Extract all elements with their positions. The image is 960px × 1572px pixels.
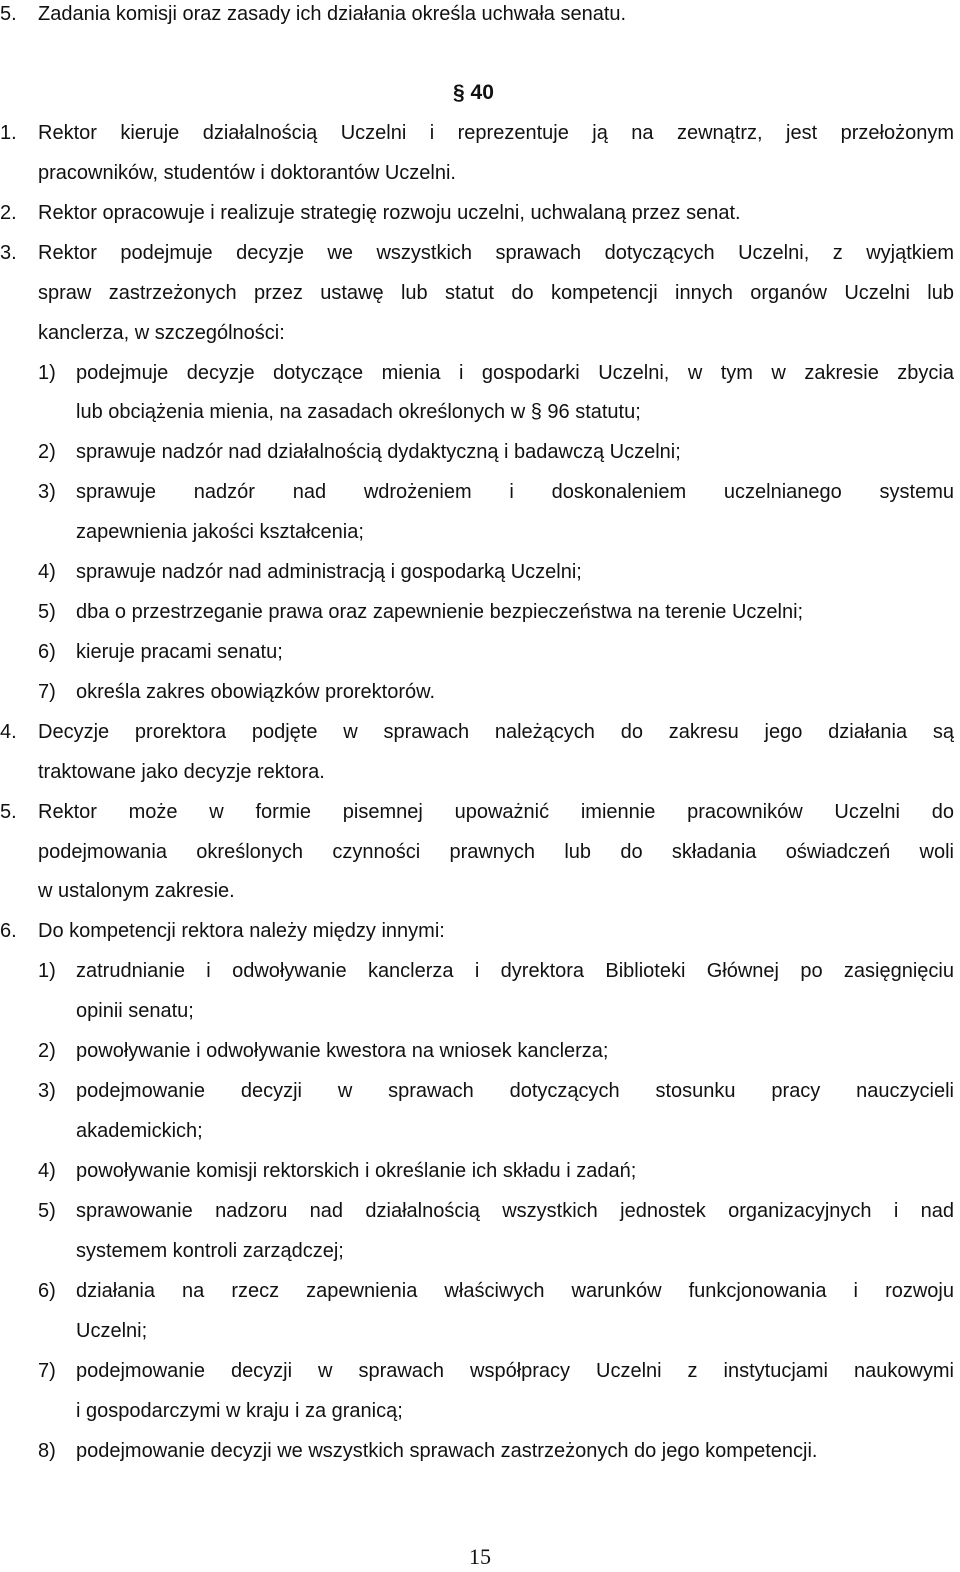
list-item-text: określa zakres obowiązków prorektorów. <box>76 681 436 703</box>
list-item-text: podejmowanie decyzji w sprawach współpracy Uczelni z instytucjami naukowymi <box>76 1360 954 1382</box>
list-item-text: sprawowanie nadzoru nad działalnością wszystkich jednostek organizacyjnych i nad <box>76 1200 954 1222</box>
list-item-text: zatrudnianie i odwoływanie kanclerza i dyrektora Biblioteki Głównej po zasięgnięciu <box>76 960 954 982</box>
list-item-text: opinii senatu; <box>76 1000 194 1022</box>
list-item-text: sprawuje nadzór nad administracją i gospodarką Uczelni; <box>76 561 582 583</box>
paragraph-number: 3. <box>0 242 17 264</box>
paragraph-text: traktowane jako decyzje rektora. <box>38 761 325 783</box>
paragraph-number: 5. <box>0 801 17 823</box>
list-item-text: podejmuje decyzje dotyczące mienia i gospodarki Uczelni, w tym w zakresie zbycia <box>76 362 954 384</box>
list-item-text: Uczelni; <box>76 1320 148 1342</box>
paragraph-text: Rektor kieruje działalnością Uczelni i reprezentuje ją na zewnątrz, jest przełożonym <box>38 122 954 144</box>
paragraph-text: w ustalonym zakresie. <box>38 880 235 902</box>
list-item-number: 8) <box>38 1440 56 1462</box>
paragraph-text: Rektor podejmuje decyzje we wszystkich sprawach dotyczących Uczelni, z wyjątkiem <box>38 242 954 264</box>
paragraph-number: 4. <box>0 721 17 743</box>
list-item-number: 6) <box>38 1280 56 1302</box>
paragraph-text: kanclerza, w szczególności: <box>38 322 285 344</box>
list-item-number: 3) <box>38 481 56 503</box>
paragraph-number: 1. <box>0 122 17 144</box>
list-item-text: akademickich; <box>76 1120 203 1142</box>
list-item-text: zapewnienia jakości kształcenia; <box>76 521 364 543</box>
list-item-number: 1) <box>38 960 56 982</box>
paragraph-text: pracowników, studentów i doktorantów Uczelni. <box>38 162 456 184</box>
paragraph-text: Decyzje prorektora podjęte w sprawach należących do zakresu jego działania są <box>38 721 954 743</box>
page-number: 15 <box>469 1544 491 1569</box>
list-item-number: 4) <box>38 561 56 583</box>
list-item-text: dba o przestrzeganie prawa oraz zapewnienie bezpieczeństwa na terenie Uczelni; <box>76 601 804 623</box>
list-item-text: sprawuje nadzór nad wdrożeniem i doskonaleniem uczelnianego systemu <box>76 481 954 503</box>
list-item-number: 2) <box>38 441 56 463</box>
paragraph-number: 5. <box>0 3 17 25</box>
list-item-number: 4) <box>38 1160 56 1182</box>
list-item-text: podejmowanie decyzji we wszystkich sprawach zastrzeżonych do jego kompetencji. <box>76 1440 818 1462</box>
list-item-text: sprawuje nadzór nad działalnością dydaktyczną i badawczą Uczelni; <box>76 441 681 463</box>
list-item-text: i gospodarczymi w kraju i za granicą; <box>76 1400 403 1422</box>
list-item-number: 1) <box>38 362 56 384</box>
list-item-number: 3) <box>38 1080 56 1102</box>
list-item-number: 6) <box>38 641 56 663</box>
list-item-text: podejmowanie decyzji w sprawach dotyczących stosunku pracy nauczycieli <box>76 1080 954 1102</box>
list-item-number: 7) <box>38 681 56 703</box>
paragraph-number: 2. <box>0 202 17 224</box>
paragraph-text: Rektor może w formie pisemnej upoważnić imiennie pracowników Uczelni do <box>38 801 954 823</box>
list-item-text: kieruje pracami senatu; <box>76 641 283 663</box>
list-item-text: powoływanie komisji rektorskich i określanie ich składu i zadań; <box>76 1160 637 1182</box>
paragraph-text: Do kompetencji rektora należy między innymi: <box>38 920 445 942</box>
list-item-number: 5) <box>38 601 56 623</box>
paragraph-number: 6. <box>0 920 17 942</box>
paragraph-text: Rektor opracowuje i realizuje strategię rozwoju uczelni, uchwalaną przez senat. <box>38 202 741 224</box>
list-item-text: lub obciążenia mienia, na zasadach określonych w § 96 statutu; <box>76 401 641 423</box>
paragraph-text: spraw zastrzeżonych przez ustawę lub statut do kompetencji innych organów Uczelni lub <box>38 282 954 304</box>
list-item-text: działania na rzecz zapewnienia właściwych warunków funkcjonowania i rozwoju <box>76 1280 954 1302</box>
paragraph-text: Zadania komisji oraz zasady ich działania określa uchwała senatu. <box>38 3 627 25</box>
list-item-text: powoływanie i odwoływanie kwestora na wniosek kanclerza; <box>76 1040 609 1062</box>
list-item-text: systemem kontroli zarządczej; <box>76 1240 344 1262</box>
list-item-number: 5) <box>38 1200 56 1222</box>
list-item-number: 7) <box>38 1360 56 1382</box>
paragraph-text: podejmowania określonych czynności prawnych lub do składania oświadczeń woli <box>38 841 954 863</box>
section-heading: § 40 <box>453 81 494 104</box>
list-item-number: 2) <box>38 1040 56 1062</box>
